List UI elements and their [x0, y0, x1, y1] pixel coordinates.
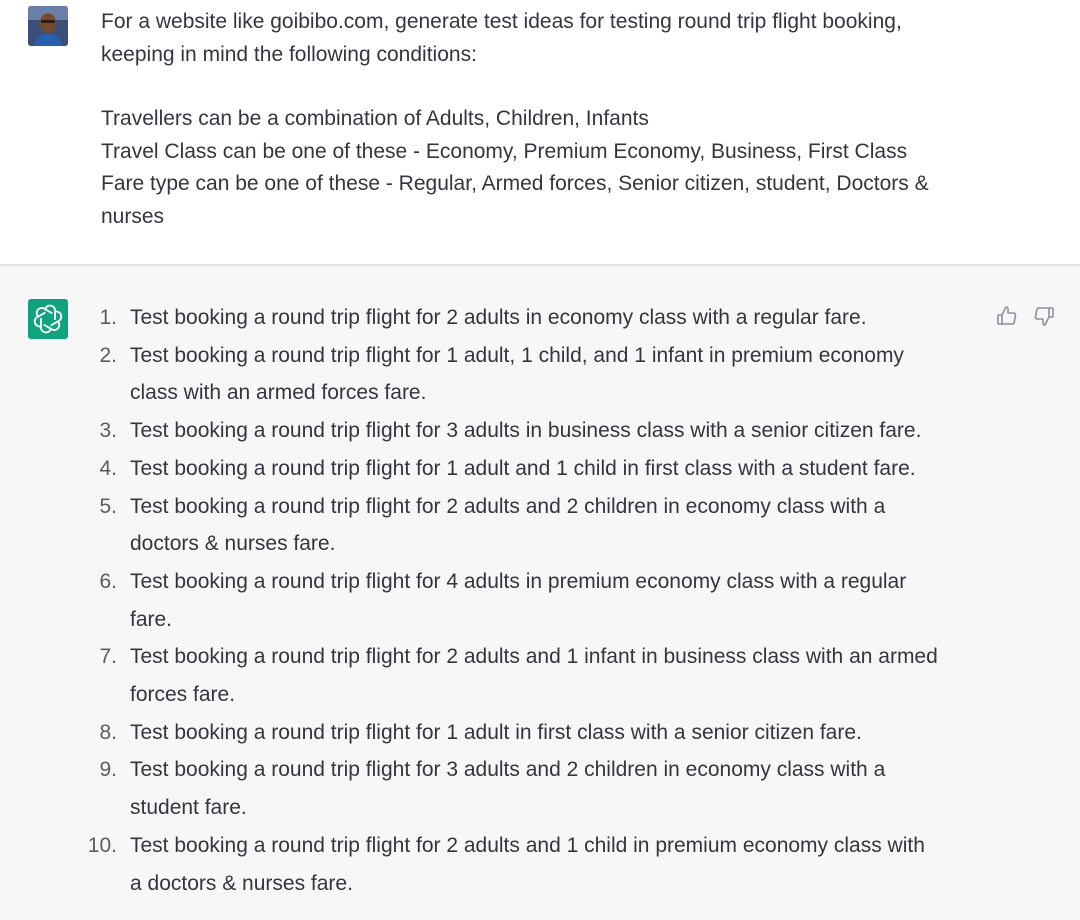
list-item-text: Test booking a round trip flight for 3 adults and 2 children in economy class with a	[130, 758, 886, 782]
user-line: Travellers can be a combination of Adults, Children, Infants	[101, 107, 649, 130]
list-item-text: doctors & nurses fare.	[130, 532, 336, 556]
user-line: Travel Class can be one of these - Economy, Premium Economy, Business, First Class	[101, 139, 908, 163]
list-item-text: Test booking a round trip flight for 2 adults and 2 children in economy class with a	[130, 494, 886, 518]
list-item-number: 7.	[99, 645, 117, 669]
list-item-continuation	[0, 601, 980, 639]
user-line: For a website like goibibo.com, generate test ideas for testing round trip flight booking,	[101, 10, 902, 33]
list-item-text: class with an armed forces fare.	[130, 381, 427, 405]
user-line: Fare type can be one of these - Regular, Armed forces, Senior citizen, student, Doctors &	[101, 172, 929, 195]
user-avatar-image	[28, 6, 68, 46]
list-item-number: 10.	[87, 833, 117, 857]
user-line: nurses	[101, 204, 165, 228]
list-item-text: Test booking a round trip flight for 1 adult, 1 child, and 1 infant in premium economy	[130, 343, 904, 367]
list-item-number: 5.	[99, 494, 117, 518]
list-item	[0, 299, 980, 337]
list-item-continuation	[0, 865, 980, 903]
list-item-number: 9.	[99, 758, 117, 782]
list-item	[0, 638, 980, 676]
list-item-text: Test booking a round trip flight for 4 adults in premium economy class with a regular	[130, 569, 907, 593]
list-item-number: 1.	[99, 306, 117, 329]
user-avatar	[28, 6, 68, 46]
list-item-text: Test booking a round trip flight for 2 adults and 1 child in premium economy class with	[130, 833, 925, 857]
thumbs-down-icon	[1032, 304, 1056, 328]
list-item-text: Test booking a round trip flight for 1 adult in first class with a senior citizen fare.	[130, 720, 862, 744]
thumbs-down-button[interactable]	[1032, 304, 1056, 328]
list-item	[0, 563, 980, 601]
list-item-continuation	[0, 676, 980, 714]
list-item-text: Test booking a round trip flight for 3 adults in business class with a senior citizen fare.	[130, 419, 922, 443]
list-item-text: Test booking a round trip flight for 2 adults and 1 infant in business class with an armed	[130, 645, 938, 669]
list-item	[0, 337, 980, 375]
list-item-text: a doctors & nurses fare.	[130, 871, 353, 895]
list-item-text: fare.	[130, 607, 173, 631]
list-item-text: Test booking a round trip flight for 2 adults in economy class with a regular fare.	[130, 306, 867, 329]
assistant-answer-list	[0, 299, 1000, 902]
list-item	[0, 751, 980, 789]
list-item	[0, 714, 980, 752]
list-item	[0, 450, 980, 488]
list-item	[0, 488, 980, 526]
list-item-continuation	[0, 789, 980, 827]
list-item	[0, 827, 980, 865]
thumbs-up-button[interactable]	[995, 304, 1019, 328]
list-item-text: student fare.	[130, 796, 247, 820]
user-line: keeping in mind the following conditions:	[101, 42, 477, 66]
list-item-text: forces fare.	[130, 683, 236, 707]
list-item	[0, 412, 980, 450]
list-item-number: 4.	[99, 456, 117, 480]
thumbs-up-icon	[995, 304, 1019, 328]
list-item-text: Test booking a round trip flight for 1 adult and 1 child in first class with a student fare.	[130, 456, 916, 480]
list-item-number: 6.	[99, 569, 117, 593]
list-item-number: 2.	[99, 343, 117, 367]
list-item-number: 3.	[99, 419, 117, 443]
list-item-number: 8.	[99, 720, 117, 744]
list-item-continuation	[0, 374, 980, 412]
user-message-text	[101, 6, 981, 233]
list-item-continuation	[0, 525, 980, 563]
